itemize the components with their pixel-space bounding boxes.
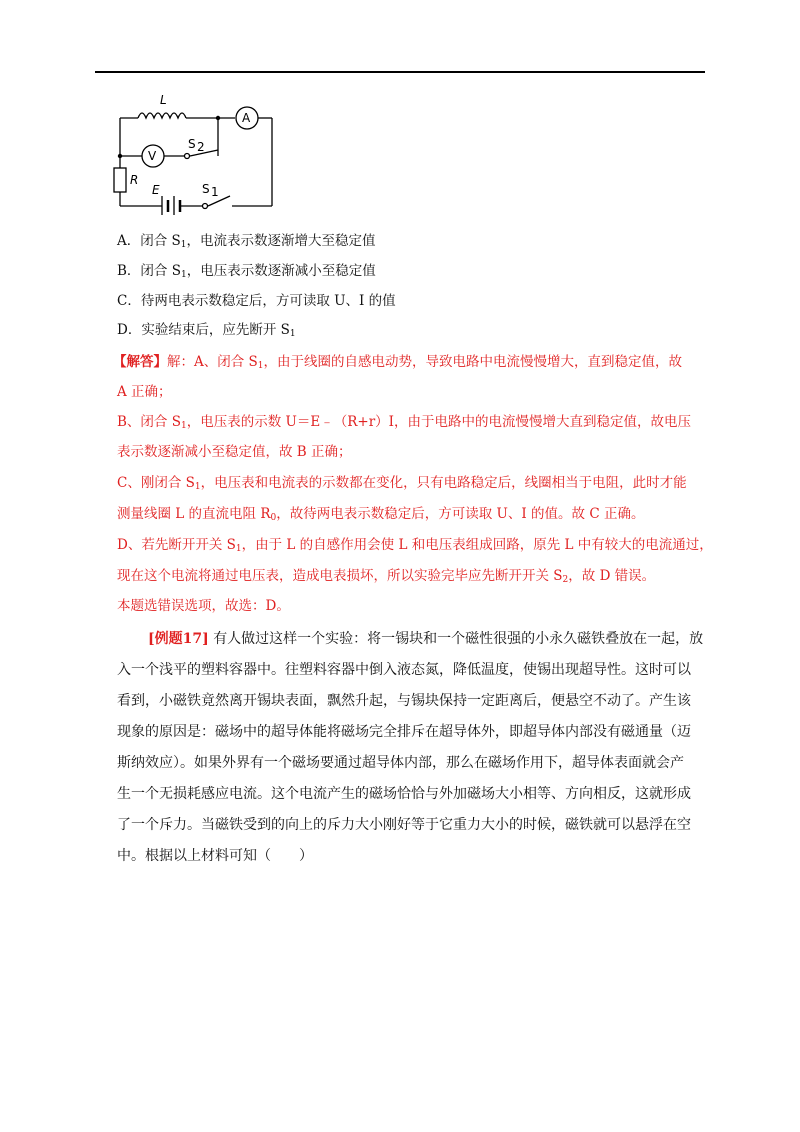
answer-line-7: D、若先断开开关 $S_1$，由于 L 的自感作用会使 L 和电压表组成回路，原先 L 中有较大的电流通过，	[117, 537, 713, 554]
answer-line-6: 测量线圈 L 的直流电阻 $R_0$，故待两电表示数稳定后，方可读取 U、I 的值。故 C 正确。	[117, 506, 645, 523]
example-tag: [例题17]	[148, 631, 209, 647]
example-line-3: 看到，小磁铁竟然离开锡块表面，飘然升起，与锡块保持一定距离后，便悬空不动了。产生该	[117, 693, 691, 709]
resistor-label: R	[130, 173, 139, 187]
circuit-diagram	[110, 90, 285, 215]
switch-s1-label: S	[202, 182, 210, 196]
example-line-1: [例题17] 有人做过这样一个实验：将一锡块和一个磁性很强的小永久磁铁叠放在一起，放	[148, 631, 704, 647]
emf-label: E	[152, 183, 160, 197]
voltmeter-label: V	[148, 149, 157, 163]
example-line-2: 入一个浅平的塑料容器中。往塑料容器中倒入液态氮，降低温度，使锡出现超导性。这时可以	[117, 662, 691, 678]
switch-s1-sub: 1	[211, 185, 219, 199]
answer-line-1: 【解答】解：A、闭合 $S_1$，由于线圈的自感电动势，导致电路中电流慢慢增大，直到稳定值，故	[113, 354, 683, 371]
example-line-7: 了一个斥力。当磁铁受到的向上的斥力大小刚好等于它重力大小的时候，磁铁就可以悬浮在空	[117, 817, 691, 833]
header-rule	[95, 71, 705, 73]
option-d: D．实验结束后，应先断开 $S_1$	[117, 322, 296, 339]
answer-line-2: A 正确；	[117, 384, 172, 400]
ammeter-label: A	[242, 111, 251, 125]
option-b: B．闭合 $S_1$，电压表示数逐渐减小至稳定值	[117, 263, 376, 280]
switch-s2-label: S	[188, 137, 196, 151]
answer-tag: 【解答】	[113, 354, 167, 370]
switch-s2-sub: 2	[197, 140, 205, 154]
example-line-4: 现象的原因是：磁场中的超导体能将磁场完全排斥在超导体外，即超导体内部没有磁通量（迈	[117, 724, 691, 740]
option-a: A．闭合 $S_1$，电流表示数逐渐增大至稳定值	[117, 233, 376, 250]
option-c: C．待两电表示数稳定后，方可读取 U、I 的值	[117, 293, 396, 309]
answer-line-5: C、刚闭合 $S_1$，电压表和电流表的示数都在变化，只有电路稳定后，线圈相当于电阻，此时才能	[117, 475, 687, 492]
example-line-5: 斯纳效应）。如果外界有一个磁场要通过超导体内部，那么在磁场作用下，超导体表面就会产	[117, 755, 684, 771]
answer-line-4: 表示数逐渐减小至稳定值，故 B 正确；	[117, 444, 352, 460]
example-line-6: 生一个无损耗感应电流。这个电流产生的磁场恰恰与外加磁场大小相等、方向相反，这就形成	[117, 786, 691, 802]
answer-line-9: 本题选错误选项，故选：D。	[117, 598, 290, 614]
example-line-8: 中。根据以上材料可知（ ）	[117, 848, 313, 864]
answer-line-3: B、闭合 $S_1$，电压表的示数 U＝E﹣（R+r）I，由于电路中的电流慢慢增大直到稳定值，故电压	[117, 414, 691, 431]
answer-line-8: 现在这个电流将通过电压表，造成电表损坏，所以实验完毕应先断开开关 $S_2$，故 D 错误。	[117, 568, 656, 585]
inductor-label: L	[160, 93, 167, 107]
